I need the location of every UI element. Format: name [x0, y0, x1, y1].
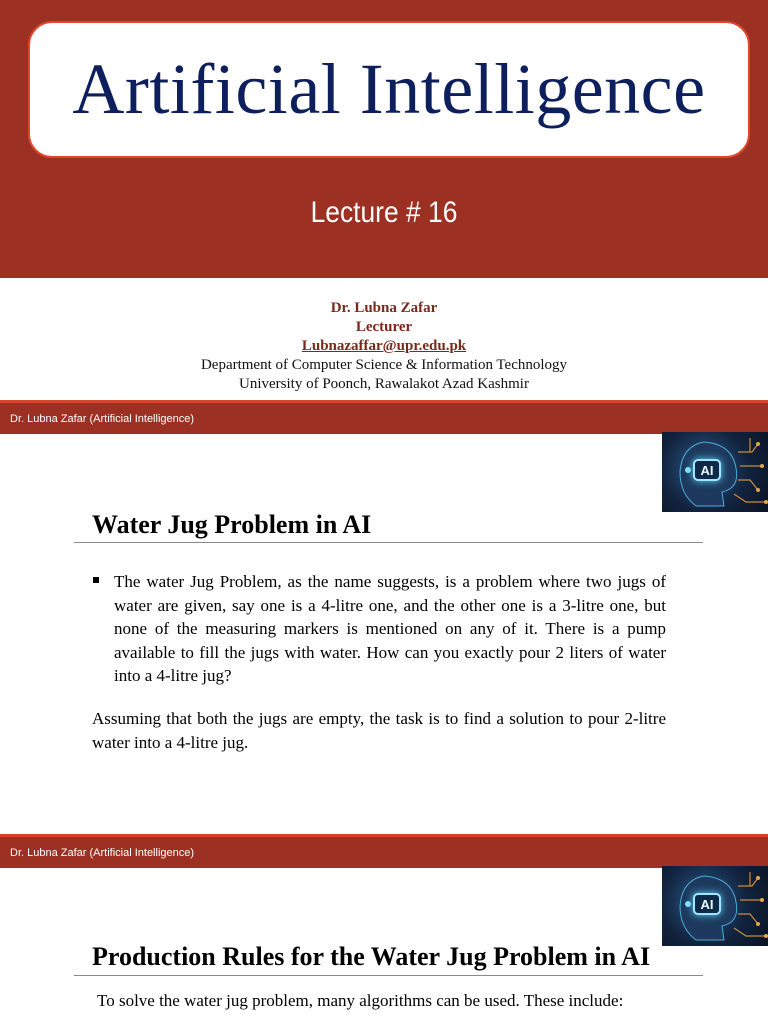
- ai-head-logo: [662, 866, 768, 946]
- author-block: [0, 299, 768, 394]
- author-email-link[interactable]: Lubnazaffar@upr.edu.pk: [301, 338, 467, 354]
- body-paragraph: To solve the water jug problem, many algorithms can be used. These include:: [97, 991, 624, 1010]
- author-department: Department of Computer Science & Information Technology: [200, 357, 568, 373]
- bullet-square-icon: [93, 577, 99, 583]
- slide-heading: Water Jug Problem in AI: [92, 510, 372, 539]
- title-box: [28, 21, 750, 158]
- author-university: University of Poonch, Rawalakot Azad Kashmir: [239, 376, 529, 392]
- heading-divider: [74, 975, 703, 976]
- lecture-number: Lecture # 16: [310, 196, 458, 229]
- list-item: [92, 570, 666, 688]
- ai-chip-label: AI: [693, 893, 721, 915]
- slide-header-bar: [0, 834, 768, 868]
- slide-heading: Production Rules for the Water Jug Problem in AI: [92, 942, 651, 971]
- slide-header-bar: [0, 400, 768, 434]
- title-slide-band: [0, 0, 768, 278]
- bullet-text: The water Jug Problem, as the name suggests, is a problem where two jugs of water are given, say one is a 4-litre one, and the other one is a 3-litre one, but none of the measuring markers is mentioned on any of it. There is a pump available to fill the jugs with water. How can you exactly pour 2 liters of water into a 4-litre jug?: [114, 572, 666, 685]
- body-paragraph: Assuming that both the jugs are empty, the task is to find a solution to pour 2-litre water into a 4-litre jug.: [92, 709, 666, 752]
- ai-head-logo: [662, 432, 768, 512]
- bullet-list: [92, 570, 666, 688]
- author-name: Dr. Lubna Zafar: [330, 300, 438, 316]
- presentation-title: Artificial Intelligence: [72, 49, 706, 129]
- author-role: Lecturer: [355, 319, 413, 335]
- ai-chip-label: AI: [693, 459, 721, 481]
- slide-header-text: Dr. Lubna Zafar (Artificial Intelligence): [10, 412, 195, 425]
- slide-header-text: Dr. Lubna Zafar (Artificial Intelligence): [10, 846, 195, 859]
- heading-divider: [74, 542, 703, 543]
